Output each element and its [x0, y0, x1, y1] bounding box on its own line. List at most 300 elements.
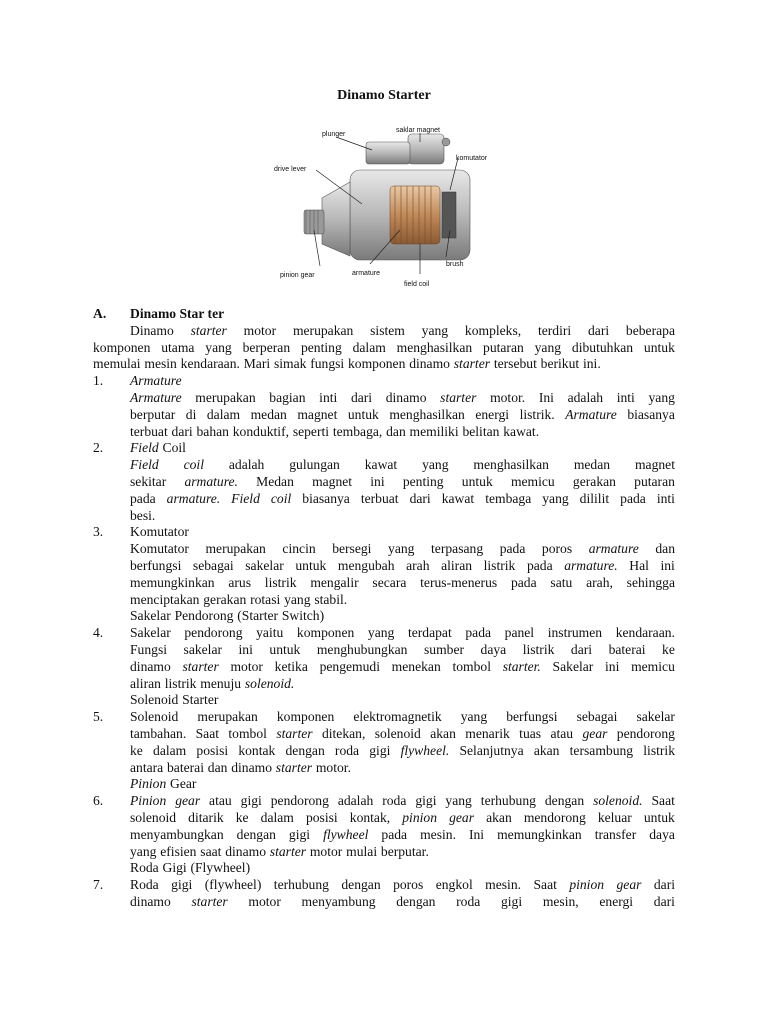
- word: mesin: [144, 356, 177, 372]
- word: arus: [228, 574, 252, 590]
- word: yang: [388, 541, 415, 557]
- word: inti: [319, 389, 338, 405]
- list-item: [93, 860, 675, 877]
- word: bersegi: [332, 541, 372, 557]
- text-line: [93, 793, 675, 810]
- word: armature.: [166, 490, 221, 506]
- word: Komutator: [130, 541, 189, 557]
- word: gigi: [500, 893, 523, 909]
- word: dinamo: [130, 658, 171, 674]
- word: dengan: [396, 893, 436, 909]
- word: menghasilkan: [396, 339, 473, 355]
- word: keluar: [597, 809, 632, 825]
- list-item: [93, 776, 675, 793]
- list-number: 1.: [93, 373, 104, 389]
- word: motor.: [315, 759, 351, 775]
- word: Medan: [256, 473, 294, 489]
- word: listrik: [643, 742, 675, 758]
- word: pada: [620, 490, 646, 506]
- line-text: [93, 340, 675, 357]
- list-item: [93, 608, 675, 625]
- word: mesin.: [420, 826, 456, 842]
- text-line: [93, 524, 675, 541]
- word: dari: [350, 389, 373, 405]
- line-text: [130, 390, 675, 407]
- word: tembaga,: [332, 423, 383, 439]
- text-line: [93, 474, 675, 491]
- word: Roda: [130, 860, 159, 876]
- word: mendorong: [523, 809, 586, 825]
- word: listrik: [164, 675, 197, 691]
- word: Pendorong: [174, 608, 234, 624]
- word: dalam: [260, 809, 294, 825]
- word: starter: [190, 322, 227, 338]
- line-text: [130, 726, 675, 743]
- word: terdiri: [537, 322, 572, 338]
- word: solenoid.: [593, 793, 643, 809]
- word: Coil: [162, 440, 186, 456]
- section-heading: [93, 306, 675, 323]
- word: berikut: [540, 356, 580, 372]
- word: yang: [445, 793, 472, 809]
- word: Field: [231, 490, 260, 506]
- line-text: [130, 491, 675, 508]
- word: komponen: [296, 625, 355, 641]
- word: Dinamo: [130, 322, 174, 338]
- word: menciptakan: [130, 591, 200, 607]
- line-text: [130, 844, 675, 861]
- word: tambahan.: [130, 725, 187, 741]
- list-item: [93, 877, 675, 911]
- word: gigi: [288, 826, 311, 842]
- word: ditarik: [188, 809, 224, 825]
- line-text: [130, 457, 675, 474]
- word: Gear: [170, 776, 197, 792]
- word: daya: [480, 641, 507, 657]
- word: panel: [504, 625, 535, 641]
- word: listrik: [522, 641, 555, 657]
- word: gigi: [171, 877, 193, 893]
- word: baterai: [608, 641, 646, 657]
- word: Armature: [565, 406, 617, 422]
- word: efisien: [160, 843, 197, 859]
- word: dari: [587, 322, 610, 338]
- word: dibutuhkan: [571, 339, 634, 355]
- word: solenoid: [374, 725, 421, 741]
- line-text: [130, 541, 675, 558]
- text-line: [93, 860, 675, 877]
- word: gear: [175, 793, 201, 809]
- word: starter: [182, 658, 219, 674]
- word: merupakan: [205, 541, 266, 557]
- line-text: [130, 592, 675, 609]
- line-text: [130, 810, 675, 827]
- word: simak: [273, 356, 307, 372]
- word: yang: [422, 457, 449, 473]
- word: dan: [207, 759, 228, 775]
- word: menghasilkan: [389, 406, 465, 422]
- text-line: [93, 844, 675, 861]
- word: dengan: [544, 793, 585, 809]
- word: mesin.: [485, 877, 522, 893]
- word: tombol: [228, 725, 267, 741]
- line-text: [130, 424, 675, 441]
- word: engkol: [435, 877, 473, 893]
- text-line: [93, 575, 675, 592]
- document-body: [93, 306, 675, 911]
- word: dengan: [285, 742, 325, 758]
- line-text: [130, 793, 675, 810]
- word: mengubah: [337, 557, 395, 573]
- word: coil: [183, 457, 204, 473]
- word: dalam: [206, 406, 241, 422]
- word: terbuat: [360, 490, 399, 506]
- word: dililit: [579, 490, 610, 506]
- word: biasanya: [627, 406, 675, 422]
- word: besi.: [130, 507, 156, 523]
- text-line: [93, 440, 675, 457]
- word: menghasilkan: [473, 457, 549, 473]
- word: memulai: [93, 356, 141, 372]
- line-text: [130, 709, 675, 726]
- word: dari: [570, 641, 593, 657]
- word: dinamo: [385, 389, 427, 405]
- word: di: [185, 406, 197, 422]
- line-text: [130, 373, 675, 390]
- word: gigi: [240, 793, 262, 809]
- word: pada: [499, 541, 526, 557]
- text-line: [93, 827, 675, 844]
- label-plunger: plunger: [322, 131, 346, 138]
- word: dalam: [352, 339, 386, 355]
- word: menyambung: [301, 893, 376, 909]
- word: merupakan: [197, 709, 258, 725]
- word: inti: [616, 389, 635, 405]
- word: Field: [130, 440, 159, 456]
- label-field-coil: field coil: [404, 281, 430, 288]
- text-line: [93, 608, 675, 625]
- word: poros: [541, 541, 573, 557]
- word: gerakan: [572, 473, 616, 489]
- label-pinion-gear: pinion gear: [280, 272, 315, 279]
- word: yang: [542, 490, 569, 506]
- word: motor.: [490, 389, 526, 405]
- word: adalah: [228, 457, 265, 473]
- word: kawat: [364, 457, 398, 473]
- word: Hal: [629, 557, 649, 573]
- word: listrik.: [519, 406, 555, 422]
- list-item: [93, 709, 675, 776]
- word: terpasang: [431, 541, 484, 557]
- word: starter: [276, 725, 313, 741]
- word: ini: [238, 641, 253, 657]
- intro-paragraph: [93, 323, 675, 373]
- word: Fungsi: [130, 641, 168, 657]
- list-item: [93, 692, 675, 709]
- text-line: [93, 709, 675, 726]
- word: memicu: [510, 473, 555, 489]
- line-text: [130, 474, 675, 491]
- text-line: [93, 659, 675, 676]
- list-number: 4.: [93, 625, 104, 641]
- word: pada: [510, 574, 537, 590]
- word: kawat: [441, 490, 475, 506]
- word: rotasi: [250, 591, 281, 607]
- word: cincin: [282, 541, 316, 557]
- word: mesin,: [542, 893, 579, 909]
- word: adalah: [337, 793, 374, 809]
- starter-motor-figure: [270, 120, 500, 295]
- label-komutator: komutator: [456, 155, 488, 162]
- word: untuk: [643, 339, 675, 355]
- word: beberapa: [625, 322, 675, 338]
- word: ketika: [274, 658, 308, 674]
- word: pada: [465, 625, 492, 641]
- line-text: [130, 860, 675, 877]
- section-title: Dinamo Star ter: [130, 306, 225, 321]
- word: secara: [372, 574, 407, 590]
- word: biasanya: [302, 490, 350, 506]
- word: gerakan: [203, 591, 247, 607]
- line-text: [130, 743, 675, 760]
- word: untuk: [461, 473, 493, 489]
- word: bagian: [269, 389, 306, 405]
- word: terhubung: [480, 793, 536, 809]
- line-text: [130, 407, 675, 424]
- line-text: [130, 642, 675, 659]
- text-line: [93, 592, 675, 609]
- word: ke: [130, 742, 143, 758]
- word: transfer: [594, 826, 637, 842]
- word: gear: [449, 809, 474, 825]
- word: tersambung: [569, 742, 634, 758]
- word: satu: [550, 574, 573, 590]
- word: sakelar: [636, 709, 675, 725]
- word: menyambungkan: [130, 826, 224, 842]
- word: dinamo: [409, 356, 450, 372]
- section-letter: A.: [93, 306, 107, 321]
- word: dengan: [236, 826, 276, 842]
- word: energi: [599, 893, 634, 909]
- text-line: [93, 726, 675, 743]
- word: akan: [486, 809, 512, 825]
- word: menarik: [465, 725, 510, 741]
- list-number: 5.: [93, 709, 104, 725]
- word: sakelar: [245, 557, 284, 573]
- text-line: [93, 323, 675, 340]
- word: flywheel: [323, 826, 369, 842]
- word: starter: [191, 893, 228, 909]
- text-line: [93, 692, 675, 709]
- word: Sakelar: [552, 658, 594, 674]
- word: ini.: [582, 356, 601, 372]
- word: kompleks,: [464, 322, 522, 338]
- word: starter: [269, 843, 307, 859]
- word: Solenoid: [130, 709, 179, 725]
- line-text: [130, 558, 675, 575]
- word: pada: [130, 490, 156, 506]
- word: ini: [370, 473, 385, 489]
- word: kendaraan.: [180, 356, 240, 372]
- word: untuk: [643, 809, 675, 825]
- line-text: [130, 692, 675, 709]
- word: konduktif,: [232, 423, 290, 439]
- word: gigi: [415, 793, 437, 809]
- word: pinion: [569, 877, 605, 893]
- word: (flywheel): [204, 877, 262, 893]
- text-line: [93, 760, 675, 777]
- word: yang: [421, 322, 449, 338]
- text-line: [93, 491, 675, 508]
- word: roda: [334, 742, 360, 758]
- word: putaran: [634, 473, 675, 489]
- word: berputar: [130, 406, 176, 422]
- word: untuk: [295, 557, 327, 573]
- word: stabil.: [314, 591, 348, 607]
- word: ditekan,: [321, 725, 366, 741]
- line-text: [130, 575, 675, 592]
- word: akan: [430, 725, 456, 741]
- word: dinamo: [231, 759, 272, 775]
- line-text: [130, 323, 675, 340]
- word: gulungan: [289, 457, 340, 473]
- word: solenoid: [130, 809, 177, 825]
- word: baterai: [167, 759, 204, 775]
- word: untuk: [269, 641, 301, 657]
- word: yang: [534, 339, 562, 355]
- line-text: [130, 676, 675, 693]
- word: Gigi: [162, 860, 187, 876]
- word: sebagai: [576, 709, 618, 725]
- word: adalah: [567, 389, 604, 405]
- word: starter: [453, 356, 491, 372]
- text-line: [93, 743, 675, 760]
- word: Armature: [130, 373, 182, 389]
- word: Ini: [538, 389, 554, 405]
- line-text: [130, 608, 675, 625]
- word: dari: [409, 490, 431, 506]
- word: kawat.: [503, 423, 540, 439]
- text-line: [93, 625, 675, 642]
- word: komponen: [276, 709, 335, 725]
- word: kontak: [238, 742, 276, 758]
- list-item: [93, 524, 675, 608]
- word: Pinion: [130, 793, 167, 809]
- word: sistem: [370, 322, 405, 338]
- text-line: [93, 356, 675, 373]
- word: gigi: [369, 742, 391, 758]
- word: motor: [248, 893, 281, 909]
- word: dan: [655, 541, 675, 557]
- word: pengemudi: [319, 658, 380, 674]
- word: aliran: [130, 675, 161, 691]
- line-text: [130, 827, 675, 844]
- word: tuas: [519, 725, 542, 741]
- word: daya: [649, 826, 675, 842]
- word: dari: [653, 877, 675, 893]
- word: memungkinkan: [130, 574, 215, 590]
- text-line: [93, 541, 675, 558]
- text-line: [93, 558, 675, 575]
- word: dinamo: [130, 893, 171, 909]
- word: solenoid.: [244, 675, 295, 691]
- word: belitan: [462, 423, 500, 439]
- text-line: [93, 894, 675, 911]
- line-text: [130, 508, 675, 525]
- word: Sakelar: [130, 608, 171, 624]
- word: berputar.: [380, 843, 429, 859]
- word: elektromagnetik: [353, 709, 442, 725]
- word: mengalir: [310, 574, 359, 590]
- list-item: [93, 373, 675, 440]
- text-line: [93, 373, 675, 390]
- word: menekan: [391, 658, 441, 674]
- label-armature: armature: [352, 270, 381, 277]
- word: terdapat: [407, 625, 452, 641]
- word: listrik: [264, 574, 297, 590]
- word: terus-menerus: [420, 574, 498, 590]
- word: terbuat: [130, 423, 168, 439]
- component-list: [93, 373, 675, 911]
- label-brush: brush: [446, 261, 464, 268]
- word: komponen: [348, 356, 406, 372]
- word: Selanjutnya: [459, 742, 524, 758]
- word: yang: [205, 339, 232, 355]
- word: starter: [440, 389, 477, 405]
- word: sumber: [423, 641, 465, 657]
- word: arah: [406, 557, 430, 573]
- word: pinion: [402, 809, 437, 825]
- word: dan: [386, 423, 406, 439]
- list-item: [93, 793, 675, 860]
- word: armature: [588, 541, 639, 557]
- word: berperan: [242, 339, 291, 355]
- word: energi: [475, 406, 510, 422]
- word: arah,: [586, 574, 613, 590]
- word: ke: [235, 809, 249, 825]
- text-line: [93, 776, 675, 793]
- word: bahan: [196, 423, 229, 439]
- line-text: [130, 440, 675, 457]
- word: utama: [161, 339, 195, 355]
- word: starter: [275, 759, 313, 775]
- word: coil: [270, 490, 292, 506]
- word: Starter: [182, 692, 219, 708]
- word: berfungsi: [130, 557, 182, 573]
- word: ini: [660, 557, 675, 573]
- word: Pinion: [130, 776, 167, 792]
- word: Saat: [533, 877, 557, 893]
- word: motor: [230, 658, 263, 674]
- word: seperti: [292, 423, 330, 439]
- word: starter.: [502, 658, 541, 674]
- word: yaitu: [256, 625, 284, 641]
- word: medan: [573, 457, 611, 473]
- word: akan: [533, 742, 560, 758]
- word: Switch): [281, 608, 325, 624]
- word: merupakan: [292, 322, 354, 338]
- word: magnet: [634, 457, 675, 473]
- word: saat: [200, 843, 222, 859]
- word: berfungsi: [506, 709, 558, 725]
- word: Saat: [195, 725, 220, 741]
- word: sekitar: [130, 473, 167, 489]
- word: Mari: [243, 356, 271, 372]
- word: menuju: [200, 675, 242, 691]
- word: (Starter: [237, 608, 279, 624]
- word: pada: [526, 557, 553, 573]
- word: komponen: [93, 339, 151, 355]
